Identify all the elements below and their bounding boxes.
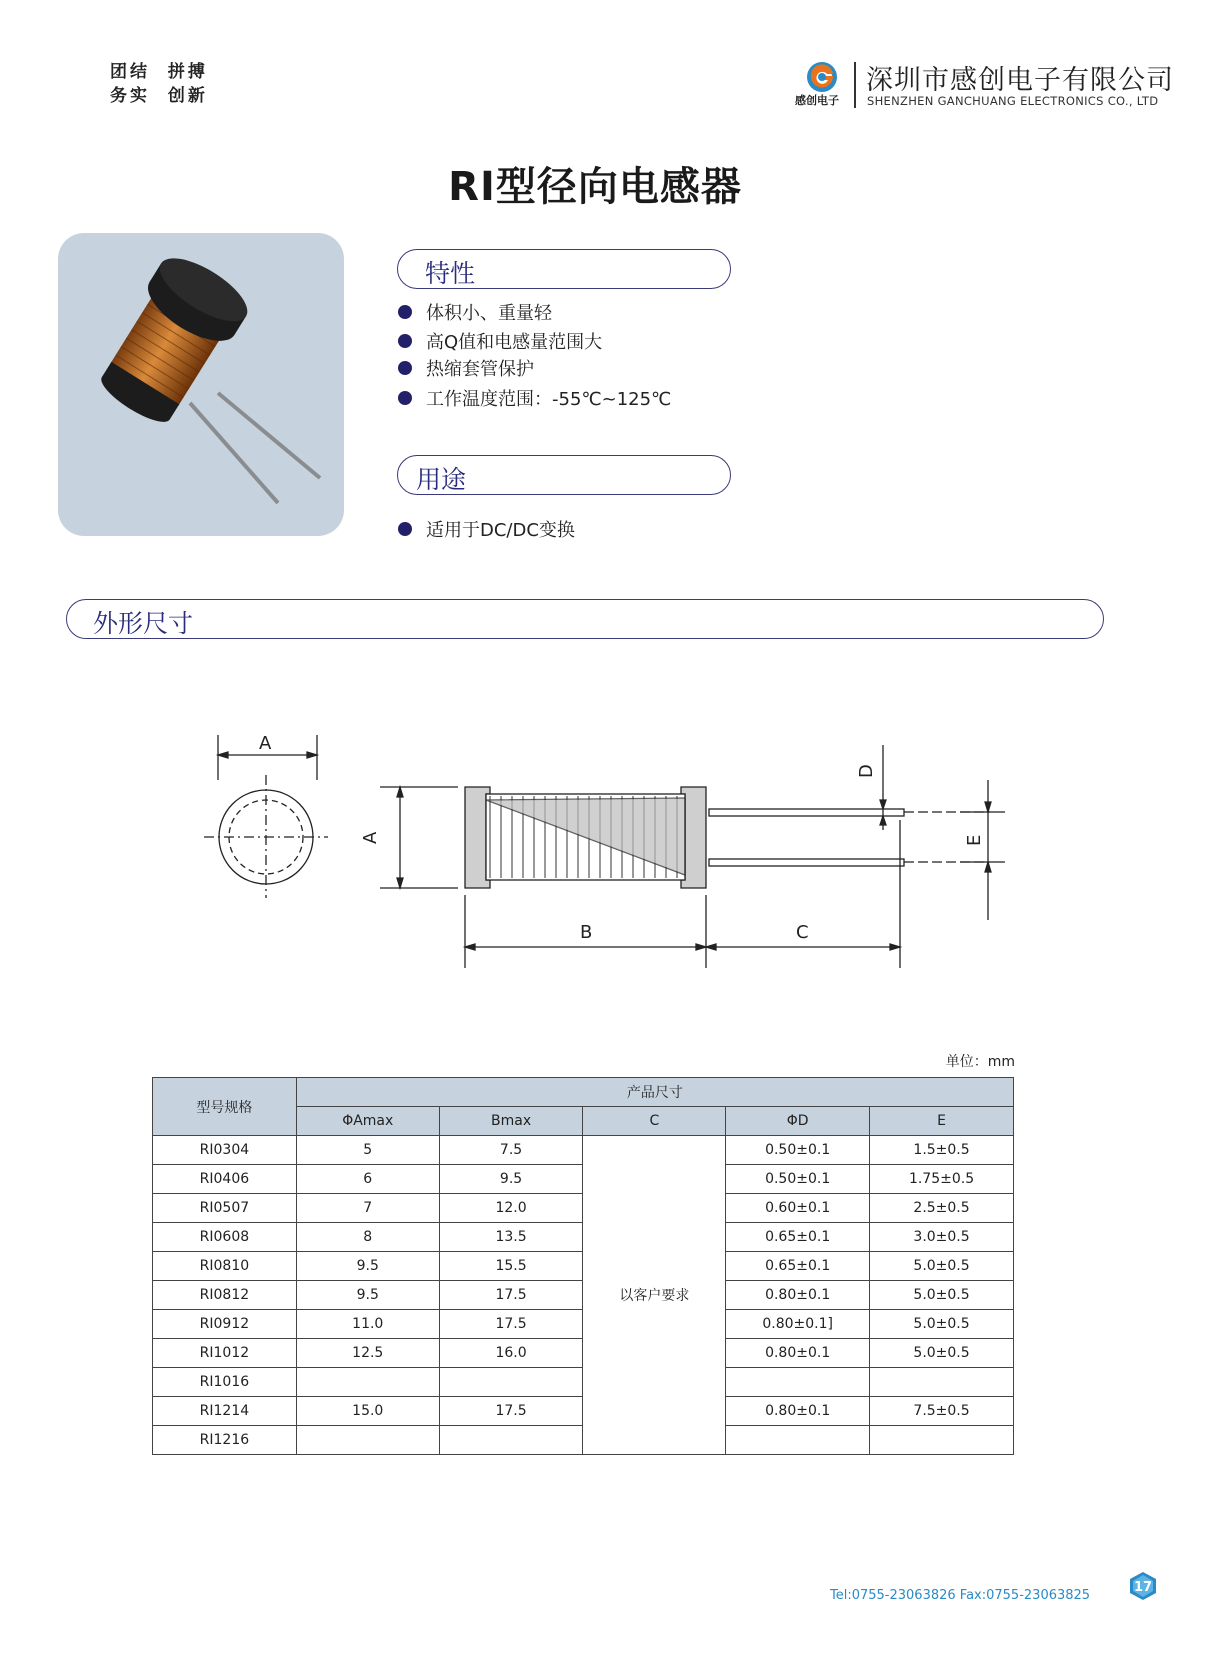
dimensions-heading: 外形尺寸 (93, 609, 194, 638)
dim-label-e: E (964, 834, 985, 846)
cell-b: 15.5 (439, 1252, 583, 1281)
table-row (153, 1136, 1014, 1165)
feature-item (398, 328, 602, 354)
cell-model: RI0810 (153, 1252, 297, 1281)
cell-model: RI0608 (153, 1223, 297, 1252)
cell-a (296, 1426, 439, 1455)
dim-label-a-side: A (360, 831, 381, 844)
header-col: ΦAmax (296, 1107, 439, 1136)
cell-model: RI1016 (153, 1368, 297, 1397)
features-heading: 特性 (425, 259, 476, 288)
cell-e: 3.0±0.5 (870, 1223, 1014, 1252)
cell-e: 2.5±0.5 (870, 1194, 1014, 1223)
cell-d (726, 1368, 870, 1397)
cell-d: 0.65±0.1 (726, 1223, 870, 1252)
cell-model: RI0812 (153, 1281, 297, 1310)
dim-label-a-top: A (259, 733, 272, 754)
dimension-drawing (190, 720, 1020, 970)
cell-d: 0.80±0.1 (726, 1339, 870, 1368)
cell-e (870, 1368, 1014, 1397)
bullet-icon (398, 305, 412, 319)
cell-d: 0.50±0.1 (726, 1136, 870, 1165)
spec-table (152, 1077, 1014, 1455)
usage-text: 适用于DC/DC变换 (426, 520, 575, 541)
cell-b: 12.0 (439, 1194, 583, 1223)
dim-label-b: B (580, 922, 593, 943)
feature-item (398, 299, 552, 325)
cell-e: 5.0±0.5 (870, 1339, 1014, 1368)
cell-b: 16.0 (439, 1339, 583, 1368)
cell-b: 17.5 (439, 1281, 583, 1310)
page-number-badge (1128, 1571, 1158, 1601)
cell-a: 5 (296, 1136, 439, 1165)
header-col: ΦD (726, 1107, 870, 1136)
cell-a: 9.5 (296, 1252, 439, 1281)
page-number: 17 (1133, 1580, 1153, 1595)
cell-b (439, 1426, 583, 1455)
side-view (360, 745, 1005, 968)
dim-label-d: D (856, 764, 877, 778)
header-col: Bmax (439, 1107, 583, 1136)
cell-d: 0.80±0.1] (726, 1310, 870, 1339)
cell-b: 7.5 (439, 1136, 583, 1165)
cell-a: 9.5 (296, 1281, 439, 1310)
cell-b: 9.5 (439, 1165, 583, 1194)
page-title: RI型径向电感器 (448, 164, 742, 210)
dimensions-heading-pill (66, 599, 1104, 639)
dim-label-c: C (796, 922, 809, 943)
cell-model: RI0406 (153, 1165, 297, 1194)
cell-c: 以客户要求 (583, 1136, 726, 1455)
cell-a: 15.0 (296, 1397, 439, 1426)
cell-a: 8 (296, 1223, 439, 1252)
cell-b: 17.5 (439, 1310, 583, 1339)
cell-a: 12.5 (296, 1339, 439, 1368)
cell-a (296, 1368, 439, 1397)
cell-model: RI1012 (153, 1339, 297, 1368)
motto-line-1: 团结 拼搏 (110, 62, 208, 82)
header-col: E (870, 1107, 1014, 1136)
cell-e: 5.0±0.5 (870, 1281, 1014, 1310)
logo-caption: 感创电子 (795, 94, 839, 107)
cell-e: 5.0±0.5 (870, 1310, 1014, 1339)
feature-item (398, 355, 534, 381)
cell-model: RI0507 (153, 1194, 297, 1223)
product-photo (58, 233, 344, 536)
header-divider (854, 62, 856, 108)
cell-d: 0.80±0.1 (726, 1397, 870, 1426)
usage-item (398, 516, 575, 542)
bullet-icon (398, 334, 412, 348)
feature-text: 工作温度范围：-55℃~125℃ (426, 389, 672, 410)
header-model: 型号规格 (153, 1078, 297, 1136)
inductor-image (58, 233, 344, 536)
cell-model: RI1214 (153, 1397, 297, 1426)
feature-text: 热缩套管保护 (426, 359, 534, 380)
cell-e: 1.5±0.5 (870, 1136, 1014, 1165)
unit-label: 单位：mm (945, 1054, 1015, 1070)
cell-e: 7.5±0.5 (870, 1397, 1014, 1426)
motto (110, 60, 208, 108)
header-col: C (583, 1107, 726, 1136)
usage-heading: 用途 (416, 465, 467, 494)
cell-d: 0.60±0.1 (726, 1194, 870, 1223)
cell-model: RI0304 (153, 1136, 297, 1165)
motto-line-2: 务实 创新 (110, 86, 208, 106)
cell-model: RI1216 (153, 1426, 297, 1455)
cell-d (726, 1426, 870, 1455)
cell-e: 5.0±0.5 (870, 1252, 1014, 1281)
cell-b (439, 1368, 583, 1397)
cell-d: 0.80±0.1 (726, 1281, 870, 1310)
cell-a: 11.0 (296, 1310, 439, 1339)
cell-b: 17.5 (439, 1397, 583, 1426)
feature-item (398, 385, 671, 411)
company-name-cn: 深圳市感创电子有限公司 (866, 65, 1174, 96)
cell-a: 6 (296, 1165, 439, 1194)
feature-text: 体积小、重量轻 (426, 303, 552, 324)
cell-d: 0.65±0.1 (726, 1252, 870, 1281)
company-name-en: SHENZHEN GANCHUANG ELECTRONICS CO., LTD (867, 94, 1159, 108)
cell-e: 1.75±0.5 (870, 1165, 1014, 1194)
cell-model: RI0912 (153, 1310, 297, 1339)
cell-a: 7 (296, 1194, 439, 1223)
cell-b: 13.5 (439, 1223, 583, 1252)
cell-d: 0.50±0.1 (726, 1165, 870, 1194)
header-group: 产品尺寸 (296, 1078, 1013, 1107)
feature-text: 高Q值和电感量范围大 (426, 332, 603, 353)
bullet-icon (398, 391, 412, 405)
end-view (204, 733, 328, 898)
cell-e (870, 1426, 1014, 1455)
bullet-icon (398, 522, 412, 536)
footer-contact: Tel:0755-23063826 Fax:0755-23063825 (830, 1588, 1091, 1603)
bullet-icon (398, 361, 412, 375)
